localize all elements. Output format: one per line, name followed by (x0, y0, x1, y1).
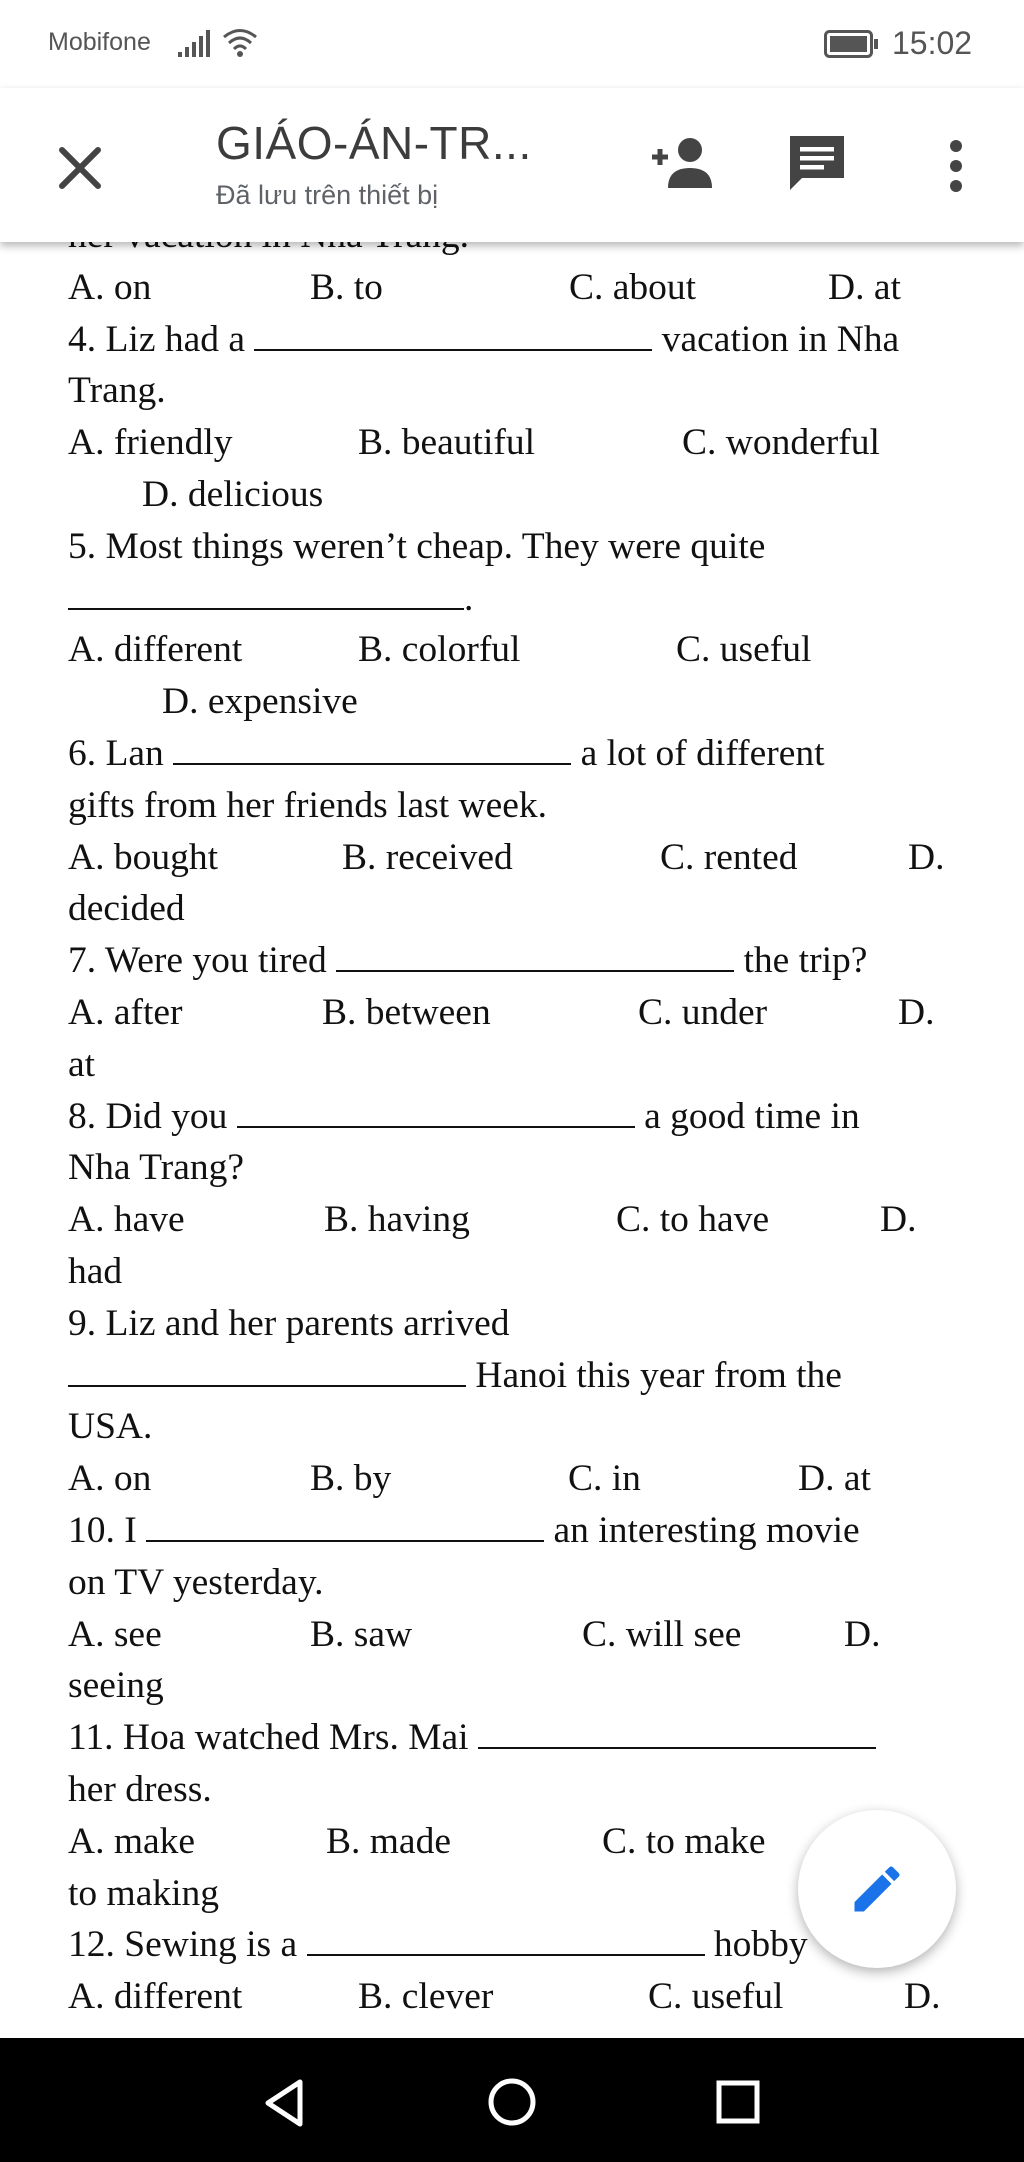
app-bar (0, 88, 1024, 242)
answer-blank (307, 1920, 705, 1956)
question-6-options: A. bought B. received C. rented D. (68, 836, 945, 878)
document-page (68, 210, 968, 2023)
question-8-wrap: Nha Trang? (68, 1147, 245, 1189)
question-5-wrap: . (68, 573, 968, 625)
home-icon[interactable] (488, 2078, 536, 2126)
question-11-options: A. make B. made C. to make (68, 1820, 766, 1862)
question-7-options: A. after B. between C. under D. (68, 991, 935, 1033)
question-4-options-wrap: D. delicious (142, 473, 324, 515)
status-bar (0, 0, 1024, 88)
question-10: 10. I an interesting movie (68, 1505, 968, 1557)
question-11: 11. Hoa watched Mrs. Mai (68, 1712, 968, 1764)
edit-button[interactable] (798, 1810, 956, 1968)
person-add-icon[interactable] (648, 136, 718, 192)
answer-blank (68, 574, 464, 610)
question-4-wrap: Trang. (68, 370, 166, 412)
question-3-options: A. on B. to C. about D. at (68, 266, 901, 308)
question-7: 7. Were you tired the trip? (68, 935, 968, 987)
answer-blank (254, 315, 652, 351)
answer-blank (146, 1506, 544, 1542)
question-11-wrap: her dress. (68, 1768, 212, 1810)
question-8-options-wrap: had (68, 1250, 123, 1292)
question-10-wrap: on TV yesterday. (68, 1561, 324, 1603)
question-12-options: A. different B. clever C. useful D. (68, 1976, 941, 2018)
wifi-icon (222, 26, 258, 58)
battery-icon (824, 30, 880, 58)
question-5-options-wrap: D. expensive (162, 681, 358, 723)
question-9-options: A. on B. by C. in D. at (68, 1458, 871, 1500)
answer-blank (478, 1713, 876, 1749)
question-10-options: A. see B. saw C. will see D. (68, 1613, 881, 1655)
answer-blank (68, 1351, 466, 1387)
question-5-options: A. different B. colorful C. useful (68, 629, 812, 671)
question-10-options-wrap: seeing (68, 1665, 164, 1707)
document-viewer[interactable] (0, 242, 1024, 2038)
question-8-options: A. have B. having C. to have D. (68, 1199, 917, 1241)
question-8: 8. Did you a good time in (68, 1091, 968, 1143)
carrier-name: Mobifone (48, 28, 151, 56)
question-9-wrap: Hanoi this year from the (68, 1350, 968, 1402)
comment-icon[interactable] (786, 132, 848, 194)
answer-blank (173, 729, 571, 765)
question-11-options-wrap: to making (68, 1872, 220, 1914)
question-6-wrap: gifts from her friends last week. (68, 784, 548, 826)
question-4-options: A. friendly B. beautiful C. wonderful (68, 422, 880, 464)
question-9-wrap-2: USA. (68, 1406, 153, 1448)
edit-icon (847, 1859, 907, 1919)
document-title: GIÁO-ÁN-TR... (216, 117, 532, 169)
question-5: 5. Most things weren’t cheap. They were quite (68, 525, 766, 567)
navigation-bar (0, 2038, 1024, 2162)
question-4: 4. Liz had a vacation in Nha (68, 314, 968, 366)
question-12: 12. Sewing is a hobby (68, 1919, 968, 1971)
answer-blank (336, 936, 734, 972)
signal-icon (178, 30, 214, 58)
back-icon[interactable] (262, 2078, 306, 2128)
question-9: 9. Liz and her parents arrived (68, 1302, 510, 1344)
question-6: 6. Lan a lot of different (68, 728, 968, 780)
status-time: 15:02 (892, 25, 973, 61)
close-icon[interactable] (50, 138, 110, 198)
question-6-options-wrap: decided (68, 888, 185, 930)
question-7-options-wrap: at (68, 1043, 96, 1085)
answer-blank (237, 1092, 635, 1128)
recents-icon[interactable] (716, 2080, 760, 2124)
more-vert-icon[interactable] (938, 136, 974, 196)
saved-status: Đã lưu trên thiết bị (216, 180, 439, 210)
